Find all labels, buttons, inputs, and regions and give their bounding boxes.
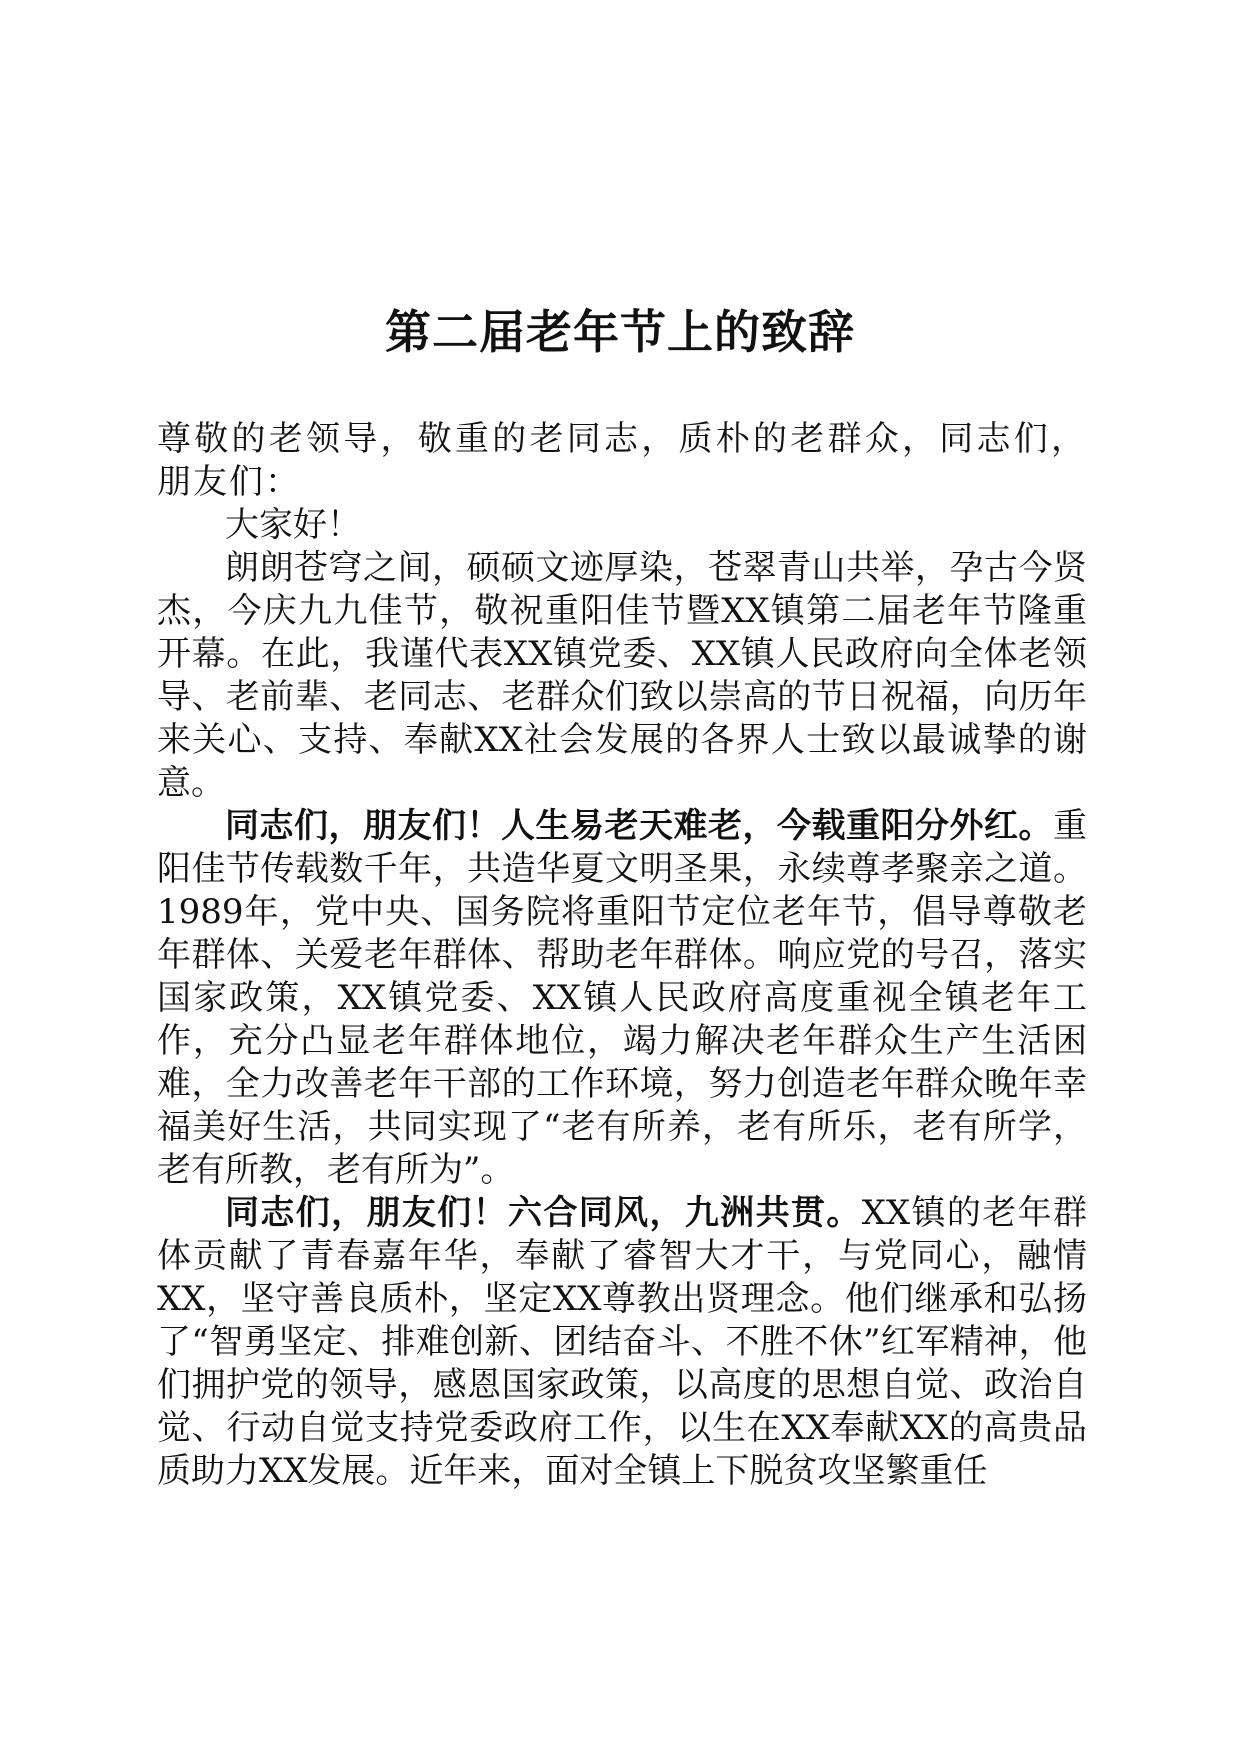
paragraph-3-text: XX镇的老年群体贡献了青春嘉年华，奉献了睿智大才干，与党同心，融情XX，坚守善良质朴，坚定XX尊教出贤理念。他们继承和弘扬了“智勇坚定、排难创新、团结奋斗、不胜不休”红军精神，他们拥护党的领导，感恩国家政策，以高度的思想自觉、政治自觉、行动自觉支持党委政府工作，以生在XX奉献XX的高贵品质助力XX发展。近年来，面对全镇上下脱贫攻坚繁重任 xyxy=(157,1193,1087,1491)
paragraph-2 xyxy=(157,805,1087,1192)
salutation: 尊敬的老领导，敬重的老同志，质朴的老群众，同志们，朋友们： xyxy=(157,419,1087,502)
paragraph-2-lead: 同志们，朋友们！人生易老天难老，今载重阳分外红。 xyxy=(225,806,1053,846)
paragraph-3-lead: 同志们，朋友们！六合同风，九洲共贯。 xyxy=(225,1193,862,1233)
page-title: 第二届老年节上的致辞 xyxy=(385,305,855,359)
paragraph-1 xyxy=(157,547,1087,805)
paragraph-3 xyxy=(157,1192,1087,1493)
paragraph-1-text: 朗朗苍穹之间，硕硕文迹厚染，苍翠青山共举，孕古今贤杰，今庆九九佳节，敬祝重阳佳节暨XX镇第二届老年节隆重开幕。在此，我谨代表XX镇党委、XX镇人民政府向全体老领导、老前辈、老同志、老群众们致以崇高的节日祝福，向历年来关心、支持、奉献XX社会发展的各界人士致以最诚挚的谢意。 xyxy=(157,548,1087,803)
paragraph-2-text: 重阳佳节传载数千年，共造华夏文明圣果，永续尊孝聚亲之道。1989年，党中央、国务院将重阳节定位老年节，倡导尊敬老年群体、关爱老年群体、帮助老年群体。响应党的号召，落实国家政策，XX镇党委、XX镇人民政府高度重视全镇老年工作，充分凸显老年群体地位，竭力解决老年群众生产生活困难，全力改善老年干部的工作环境，努力创造老年群众晚年幸福美好生活，共同实现了“老有所养，老有所乐，老有所学，老有所教，老有所为”。 xyxy=(157,806,1087,1190)
document-body xyxy=(157,418,1087,1493)
greeting: 大家好！ xyxy=(225,505,361,545)
